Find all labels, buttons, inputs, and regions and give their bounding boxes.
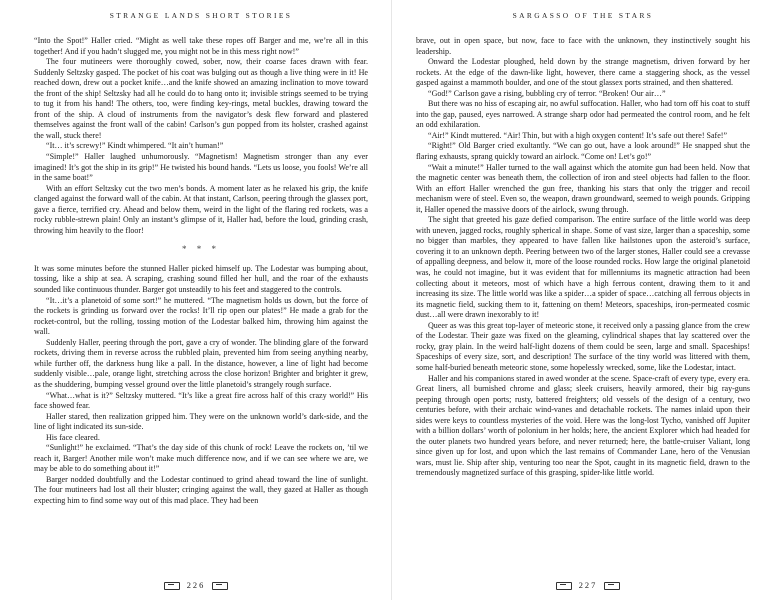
paragraph: brave, out in open space, but now, face to face with the unknown, they instinctively sought his leadership. <box>416 36 750 56</box>
page-folio <box>0 581 392 590</box>
paragraph: Haller stared, then realization gripped him. They were on the unknown world’s dark-side, and the line of light indicated its sun-side. <box>34 411 368 432</box>
folio-ornament-icon <box>556 582 572 590</box>
folio-ornament-icon <box>164 582 180 590</box>
running-header: STRANGE LANDS SHORT STORIES <box>109 11 293 20</box>
paragraph: “Wait a minute!” Haller turned to the wall against which the atomite gun had been held. Now that the magnetic center was beneath them, the collection of iron and steel objects had fallen to the floor. With an effort Haller wrenched the gun free, thanking his stars that only the trigger and recoil mechanism were of steel. Even so, the weapon, drawn groundward, seemed to weigh pounds. Gripping it, Haller opened the massive doors of the airlock, swung through. <box>416 162 750 214</box>
paragraph: The sight that greeted his gaze defied comparison. The entire surface of the little world was deep with uneven, jagged rocks, roughly spherical in shape. Some of vast size, larger than a spaceship, some no bigger than marbles, they appeared to have fallen like hailstones upon the asteroid’s surface, covering it to an unknown depth. Peering between two of the larger stones, Haller could see a crevasse of appalling deepness, and below it, more of the loose rounded rocks. How large the original planetoid was, he could not imagine, but it was evident that for millenniums its magnetic attraction had been collecting about it meteors, most of which have a high ferrous content, drawing them to it and increasing its size. The little world was like a spider…a spider of space…catching all ferrous objects in its magnetic field, sucking them to it, fattening on them! Meteors, spaceships, iron-permeated cosmic dust…all were drawn inexorably to it! <box>416 215 750 320</box>
paragraph: “Air!” Kindt muttered. “Air! Thin, but with a high oxygen content! It’s safe out there! Safe!” <box>428 130 728 140</box>
paragraph: Onward the Lodestar ploughed, held down by the strange magnetism, driven forward by her rockets. At the edge of the dawn-like light, however, there came a staggering shock, as the vessel gasped against a mammoth boulder, and one of the stout glassex ports strained, and then shattered. <box>416 57 750 88</box>
paragraph: Queer as was this great top-layer of meteoric stone, it received only a passing glance from the crew of the Lodestar. Their gaze was fixed on the gleaming, cylindrical shapes that lay scattered over the rocky, gray plain. In the weird half-light dozens of them could be seen, large and small. Spaceships! Spaceships of every size, sort, and description! The surface of the tiny world was littered with them, some half-buried beneath meteoric stone, some hopelessly wrecked, some, like the Lodestar, intact. <box>416 320 750 372</box>
folio-ornament-icon <box>212 582 228 590</box>
paragraph: But there was no hiss of escaping air, no awful suffocation. Haller, who had torn off his coat to stuff into the gap, paused, eyes narrowed. A strange sharp odor had permeated the control room, and he felt an odd exhilaration. <box>416 99 750 130</box>
paragraph: “What…what is it?” Seltzsky muttered. “It’s like a great fire across half of this crazy world!” His face showed fear. <box>34 390 368 411</box>
paragraph: With an effort Seltzsky cut the two men’s bonds. A moment later as he relaxed his grip, the knife clanged against the forward wall of the cabin. At that instant, Carlson, peering through the glassex port, gave a fierce, terrified cry. Ahead and below them, weird in the light of the flaring red rockets, was a rocky rubble-strewn plain! Only an instant’s glimpse of it, Haller had, before the loud, grinding crash, throwing him heavily to the floor! <box>34 183 368 235</box>
paragraph: Suddenly Haller, peering through the port, gave a cry of wonder. The blinding glare of the forward rockets, driving them in reverse across the rubbled plain, prevented him from seeing anything nearby, while further off, the darkness hung like a pall. In the distance, however, a line of light had become suddenly visible…pale, orange light, stretching across the close horizon! Brighter and brighter it grew, as the shuddering, bumping vessel ground over the little planetoid’s strangely rough surface. <box>34 337 368 389</box>
folio-ornament-icon <box>604 582 620 590</box>
paragraph: “Simple!” Haller laughed unhumorously. “Magnetism! Magnetism stronger than any ever imagined! It’s got the ship in its grip!” He twisted his bound hands. “Lets us loose, you fools! We’re all in the same boat!” <box>34 152 368 183</box>
paragraph: The four mutineers were thoroughly cowed, sober, now, their coarse faces drawn with fear. Suddenly Seltzsky gasped. The pocket of his coat was bulging out as though a live thing were in it! He reached down, drew out a pocket knife…and the knife showed an amazing inclination to move toward the front of the ship! Seltzsky had all he could do to hang onto it; invisible strings seemed to be trying to tug it from his hand! The others, too, were finding key-rings, metal buckles, drawing toward the front of the ship. A cloud of instruments from the navigator’s desk flew forward and plastered themselves against the front wall of the cabin! Carlson’s gun popped from its holster, crashed against the wall, stuck there! <box>34 57 368 140</box>
paragraph: “It… it’s screwy!” Kindt whimpered. “It ain’t human!” <box>46 141 224 151</box>
paragraph: “God!” Carlson gave a rising, bubbling cry of terror. “Broken! Our air…” <box>428 88 666 98</box>
paragraph: Haller and his companions stared in awed wonder at the scene. Space-craft of every type, every era. Great liners, all burnished chrome and glass; sleek cruisers, heavily armored, their big ray-guns peeping through open ports; rusty, battered freighters; old vessels of the design of a century, two centuries before, with their archaic wind-vanes and detachable rockets. The names inlaid upon their sides were keys to countless mysteries of the void. Here was the long-lost Tycho, vanished off Jupiter with a billion dollars’ worth of polonium in her holds; here, the ancient Explorer which had headed for the outer planets two hundred years before, and never returned; here, the battle-cruiser Valiant, long since given up for lost, and upon which the last remains of Commander Lane, hero of the Venusian wars, must lie. Ship after ship, venturing too near the Spot, caught in its magnetic field, drawn to the tremendously magnetized surface of this grasping, spider-like little world. <box>416 373 750 478</box>
right-page <box>392 0 784 600</box>
running-header: SARGASSO OF THE STARS <box>512 11 654 20</box>
section-break: * * * <box>182 244 220 255</box>
page-folio <box>392 581 784 590</box>
page-number: 226 <box>186 580 206 590</box>
paragraph: Barger nodded doubtfully and the Lodestar continued to grind ahead toward the line of sunlight. The four mutineers had lost all their bluster; cringing against the wall, they gazed at Haller as though expecting him to find some way out of this mad place. They had been <box>34 474 368 505</box>
paragraph: “Into the Spot!” Haller cried. “Might as well take these ropes off Barger and me, we’re all in this together! And if you hadn’t slugged me, you might not be in this mess right now!” <box>34 36 368 56</box>
paragraph: “Sunlight!” he exclaimed. “That’s the day side of this chunk of rock! Leave the rockets on, ’til we reach it, Barger! Another mile won’t make much difference now, and if we can see where we are, we may be able to do something about it!” <box>34 443 368 474</box>
page-body <box>34 36 368 566</box>
page-number: 227 <box>578 580 598 590</box>
paragraph: “Right!” Old Barger cried exultantly. “We can go out, have a look around!” He snapped shut the flaring exhausts, sprang quickly toward an airlock. “Come on! Let’s go!” <box>416 141 750 162</box>
page-body <box>416 36 750 566</box>
paragraph: It was some minutes before the stunned Haller picked himself up. The Lodestar was bumping about, tossing, like a ship at sea. A scraping, crashing sound filled her hull, and the roar of the exhausts sounded like continuous thunder. Barger got unsteadily to his feet and staggered to the controls. <box>34 263 368 295</box>
paragraph: “It…it’s a planetoid of some sort!” he muttered. “The magnetism holds us down, but the force of the rockets is grinding us forward over the rocks! It’ll rip open our plates!” He made a grab for the rocket-control, but the rolling, tossing motion of the Lodestar balked him, throwing him against the wall. <box>34 295 368 337</box>
paragraph: His face cleared. <box>46 432 100 442</box>
